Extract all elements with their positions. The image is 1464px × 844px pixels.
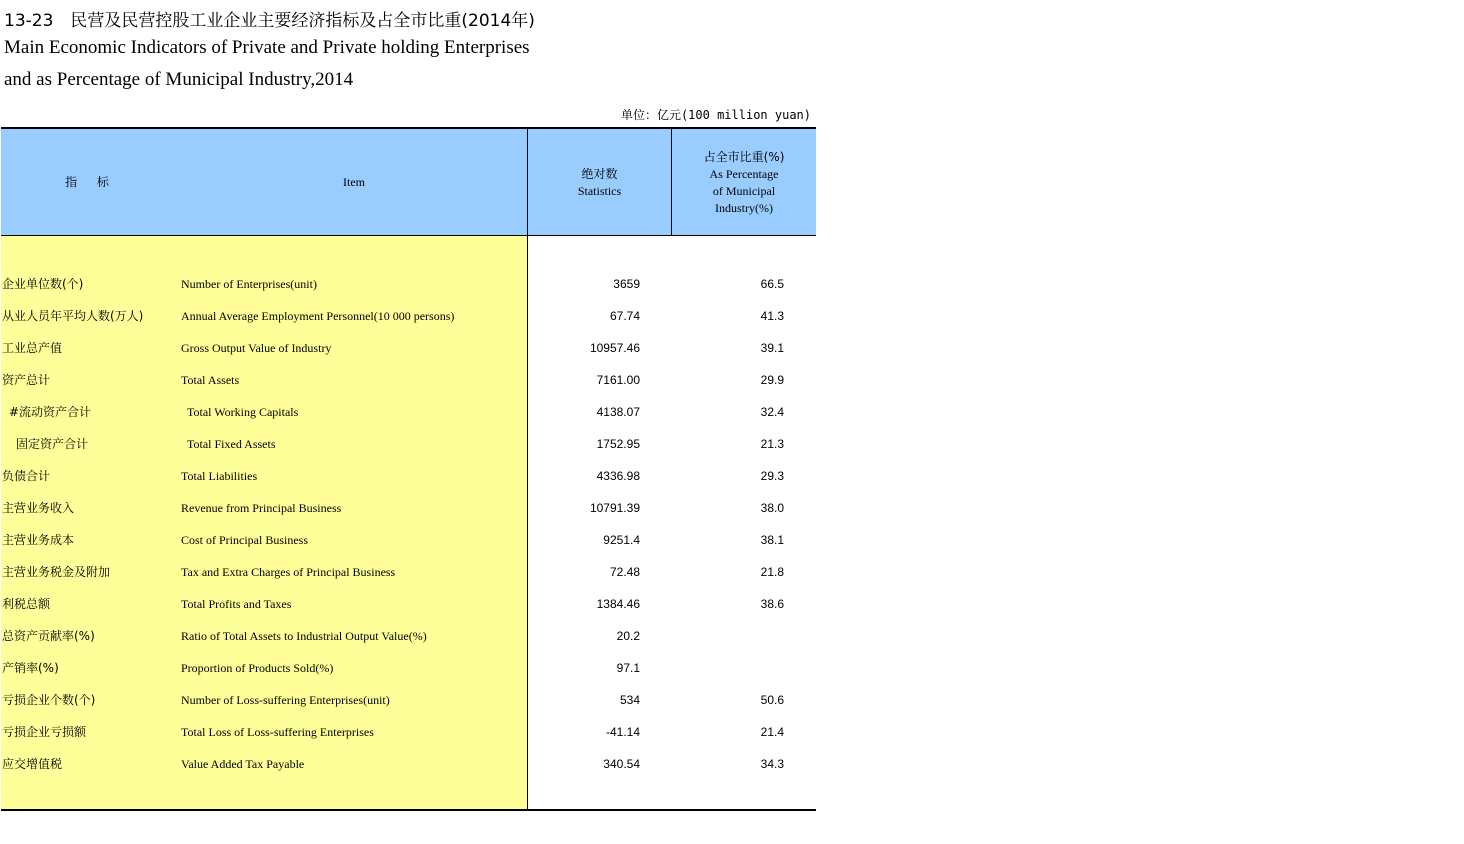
- indicators-table: [1, 127, 816, 811]
- row-indicator-zh: 从业人员年平均人数(万人): [2, 309, 144, 323]
- table-row: [1, 300, 816, 332]
- header-statistics: [528, 129, 671, 236]
- table-row: [1, 460, 816, 492]
- row-item-en: Number of Enterprises(unit): [181, 277, 317, 291]
- row-indicator-zh: 主营业务税金及附加: [2, 565, 111, 579]
- table-row: [1, 492, 816, 524]
- header-statistics-en: Statistics: [577, 183, 622, 198]
- row-indicator-zh: 利税总额: [2, 597, 51, 611]
- table-row: [1, 524, 816, 556]
- row-item-en: Gross Output Value of Industry: [181, 341, 332, 355]
- row-percentage-value: 29.9: [760, 373, 784, 387]
- row-percentage-value: 21.8: [760, 565, 784, 579]
- row-indicator-zh: 负债合计: [2, 469, 51, 483]
- row-statistics-value: 10957.46: [589, 341, 640, 355]
- row-item-en: Value Added Tax Payable: [181, 757, 305, 771]
- row-statistics-value: 1384.46: [596, 597, 640, 611]
- row-percentage-value: [672, 620, 784, 652]
- row-percentage-value: 29.3: [760, 469, 784, 483]
- row-item-en: Number of Loss-suffering Enterprises(unit): [181, 693, 390, 707]
- row-indicator-zh: 主营业务成本: [2, 533, 75, 547]
- row-statistics-value: 4336.98: [596, 469, 640, 483]
- row-item-en: Annual Average Employment Personnel(10 000 persons): [181, 309, 455, 323]
- row-percentage-value: 38.6: [760, 597, 784, 611]
- row-statistics-value: 67.74: [609, 309, 640, 323]
- row-percentage-value: 21.3: [760, 437, 784, 451]
- row-indicator-zh: 产销率(%): [2, 661, 59, 675]
- row-percentage-value: 21.4: [760, 725, 784, 739]
- row-percentage-value: 34.3: [760, 757, 784, 771]
- row-percentage-value: 50.6: [760, 693, 784, 707]
- row-statistics-value: 20.2: [616, 629, 640, 643]
- header-percentage-en-3: Industry(%): [715, 200, 773, 215]
- row-statistics-value: 3659: [613, 277, 640, 291]
- table-row: [1, 428, 816, 460]
- table-row: [1, 556, 816, 588]
- table-row: [1, 620, 816, 652]
- row-item-en: Total Profits and Taxes: [181, 597, 292, 611]
- row-item-en: Tax and Extra Charges of Principal Business: [181, 565, 396, 579]
- row-percentage-value: 41.3: [760, 309, 784, 323]
- row-item-en: Revenue from Principal Business: [181, 501, 342, 515]
- row-item-en: Cost of Principal Business: [181, 533, 309, 547]
- row-indicator-zh: 主营业务收入: [2, 501, 75, 515]
- header-statistics-zh: 绝对数: [581, 166, 618, 181]
- row-statistics-value: -41.14: [605, 725, 640, 739]
- row-percentage-value: 38.0: [760, 501, 784, 515]
- header-percentage-zh: 占全市比重(%): [703, 149, 785, 164]
- table-row: [1, 684, 816, 716]
- row-item-en: Total Fixed Assets: [187, 437, 276, 451]
- row-percentage-value: [672, 652, 784, 684]
- header-indicator: [1, 129, 181, 236]
- row-indicator-zh: 应交增值税: [2, 757, 63, 771]
- row-item-en: Total Loss of Loss-suffering Enterprises: [181, 725, 374, 739]
- row-statistics-value: 4138.07: [596, 405, 640, 419]
- row-indicator-zh: 工业总产值: [2, 341, 63, 355]
- table-row: [1, 748, 816, 780]
- row-percentage-value: 32.4: [760, 405, 784, 419]
- row-statistics-value: 72.48: [609, 565, 640, 579]
- row-statistics-value: 1752.95: [596, 437, 640, 451]
- row-statistics-value: 7161.00: [596, 373, 640, 387]
- row-item-en: Ratio of Total Assets to Industrial Output Value(%): [181, 629, 427, 643]
- row-statistics-value: 534: [619, 693, 640, 707]
- row-item-en: Total Working Capitals: [187, 405, 299, 419]
- row-percentage-value: 38.1: [760, 533, 784, 547]
- table-row: [1, 364, 816, 396]
- table-row: [1, 396, 816, 428]
- row-statistics-value: 9251.4: [603, 533, 640, 547]
- table-row: [1, 716, 816, 748]
- table-row: [1, 652, 816, 684]
- table-row: [1, 588, 816, 620]
- table-row: [1, 268, 816, 300]
- table-title-english-line1: Main Economic Indicators of Private and Private holding Enterprises: [4, 37, 530, 58]
- row-indicator-zh: 总资产贡献率(%): [2, 629, 95, 643]
- row-statistics-value: 97.1: [616, 661, 640, 675]
- table-row: [1, 332, 816, 364]
- row-item-en: Total Liabilities: [181, 469, 258, 483]
- row-item-en: Total Assets: [181, 373, 240, 387]
- row-statistics-value: 10791.39: [589, 501, 640, 515]
- row-percentage-value: 66.5: [760, 277, 784, 291]
- header-indicator-label: 指 标: [65, 175, 117, 189]
- header-item: [181, 129, 527, 236]
- row-indicator-zh: 企业单位数(个): [2, 277, 84, 291]
- row-percentage-value: 39.1: [760, 341, 784, 355]
- row-indicator-zh: 固定资产合计: [16, 437, 89, 451]
- unit-label: 单位：亿元(100 million yuan): [620, 108, 811, 122]
- row-statistics-value: 340.54: [603, 757, 640, 771]
- header-percentage: [672, 129, 816, 236]
- row-indicator-zh: 资产总计: [2, 373, 51, 387]
- row-indicator-zh: 亏损企业个数(个): [2, 693, 96, 707]
- table-title-english-line2: and as Percentage of Municipal Industry,2014: [4, 69, 354, 90]
- row-indicator-zh: 亏损企业亏损额: [2, 725, 87, 739]
- header-percentage-en-2: of Municipal: [712, 183, 776, 198]
- header-item-label: Item: [343, 175, 365, 189]
- header-percentage-en-1: As Percentage: [709, 166, 779, 181]
- row-item-en: Proportion of Products Sold(%): [181, 661, 334, 675]
- table-title-chinese: 13-23 民营及民营控股工业企业主要经济指标及占全市比重(2014年): [4, 11, 535, 31]
- row-indicator-zh: #流动资产合计: [9, 405, 92, 419]
